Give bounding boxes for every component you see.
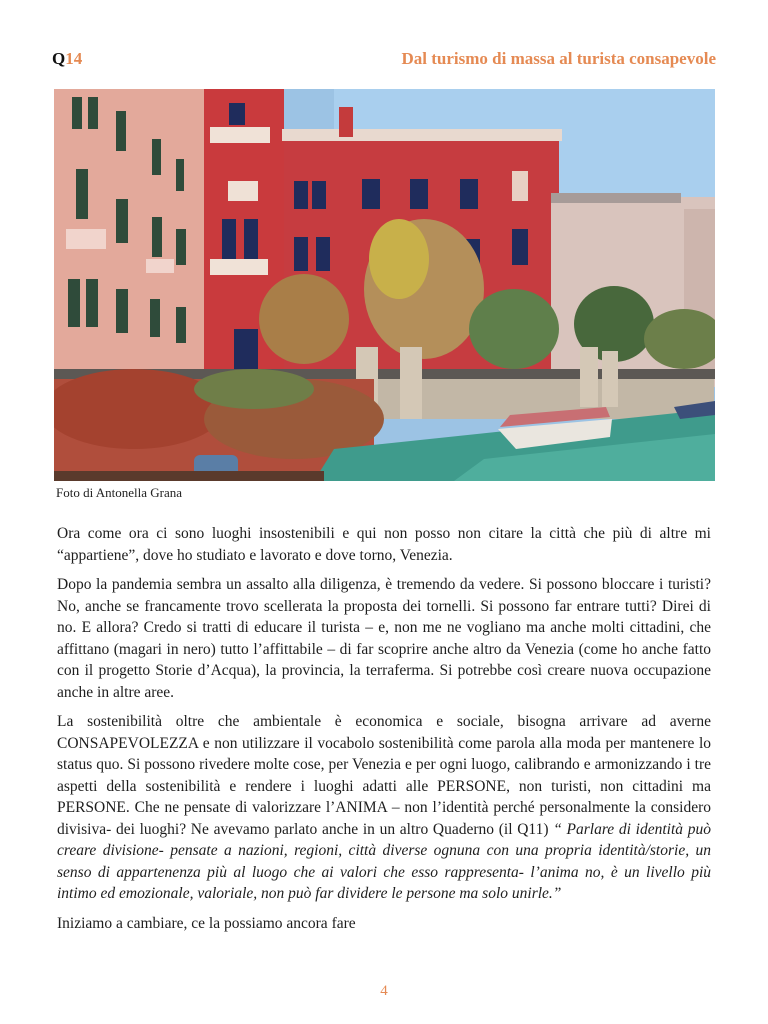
page-number: 4 <box>380 983 388 999</box>
paragraph-4: Iniziamo a cambiare, ce la possiamo ancora fare <box>57 914 356 932</box>
series-prefix: Q <box>52 49 66 68</box>
photo-caption: Foto di Antonella Grana <box>56 485 183 500</box>
series-number: 14 <box>65 49 83 68</box>
paragraph-2: Dopo la pandemia sembra un assalto alla diligenza, è tremendo da vedere. Si possono bloccare i turisti? No, anche se francamente trovo scellerata la proposta dei tornelli. Si possono far entrare tutti? Direi di no. E allora? Credo si tratti di educare il turista – e, non me ne vogliano ma anche molti cittadini, che affittano (magari in nero) tutto l’affittabile – di far scoprire anche altro da Venezia (come ho anche fatto con il progetto Storie d’Acqua), la provincia, la terraferma. Si potrebbe così creare nuova occupazione anche in altre aree. <box>57 576 711 701</box>
series-code <box>52 49 82 69</box>
venice-canal-photo <box>54 89 715 481</box>
paragraph-3-quote: “ Parlare di identità può creare divisione- pensate a nazioni, regioni, città diverse ognuna con una propria identità/storie, un senso di appartenenza più al luogo che ai valori che esso rappresenta- l’anima no, è un livello più intimo ed emozionale, valoriale, non può far dividere le persone ma solo unirle.” <box>57 820 711 902</box>
paragraph-3-text: La sostenibilità oltre che ambientale è economica e sociale, bisogna arrivare ad averne CONSAPEVOLEZZA e non utilizzare il vocabolo sostenibilità come parola alla moda per mantenere lo status quo. Si possono rivedere molte cose, per Venezia e per ogni luogo, calibrando e armonizzando i tre aspetti della sostenibilità e rendere i luoghi adatti alle PERSONE, non turisti, non cittadini ma PERSONE. Che ne pensate di valorizzare l’ANIMA – non l’identità perché personalmente la considero divisiva- dei luoghi? Ne avevamo parlato anche in un altro Quaderno (il Q11) <box>57 713 711 838</box>
article-body <box>57 523 711 942</box>
page-header-title: Dal turismo di massa al turista consapevole <box>401 49 716 68</box>
paragraph-3 <box>57 711 711 905</box>
paragraph-1: Ora come ora ci sono luoghi insostenibili e qui non posso non citare la città che più di altre mi “appartiene”, dove ho studiato e lavorato e dove torno, Venezia. <box>57 525 711 564</box>
